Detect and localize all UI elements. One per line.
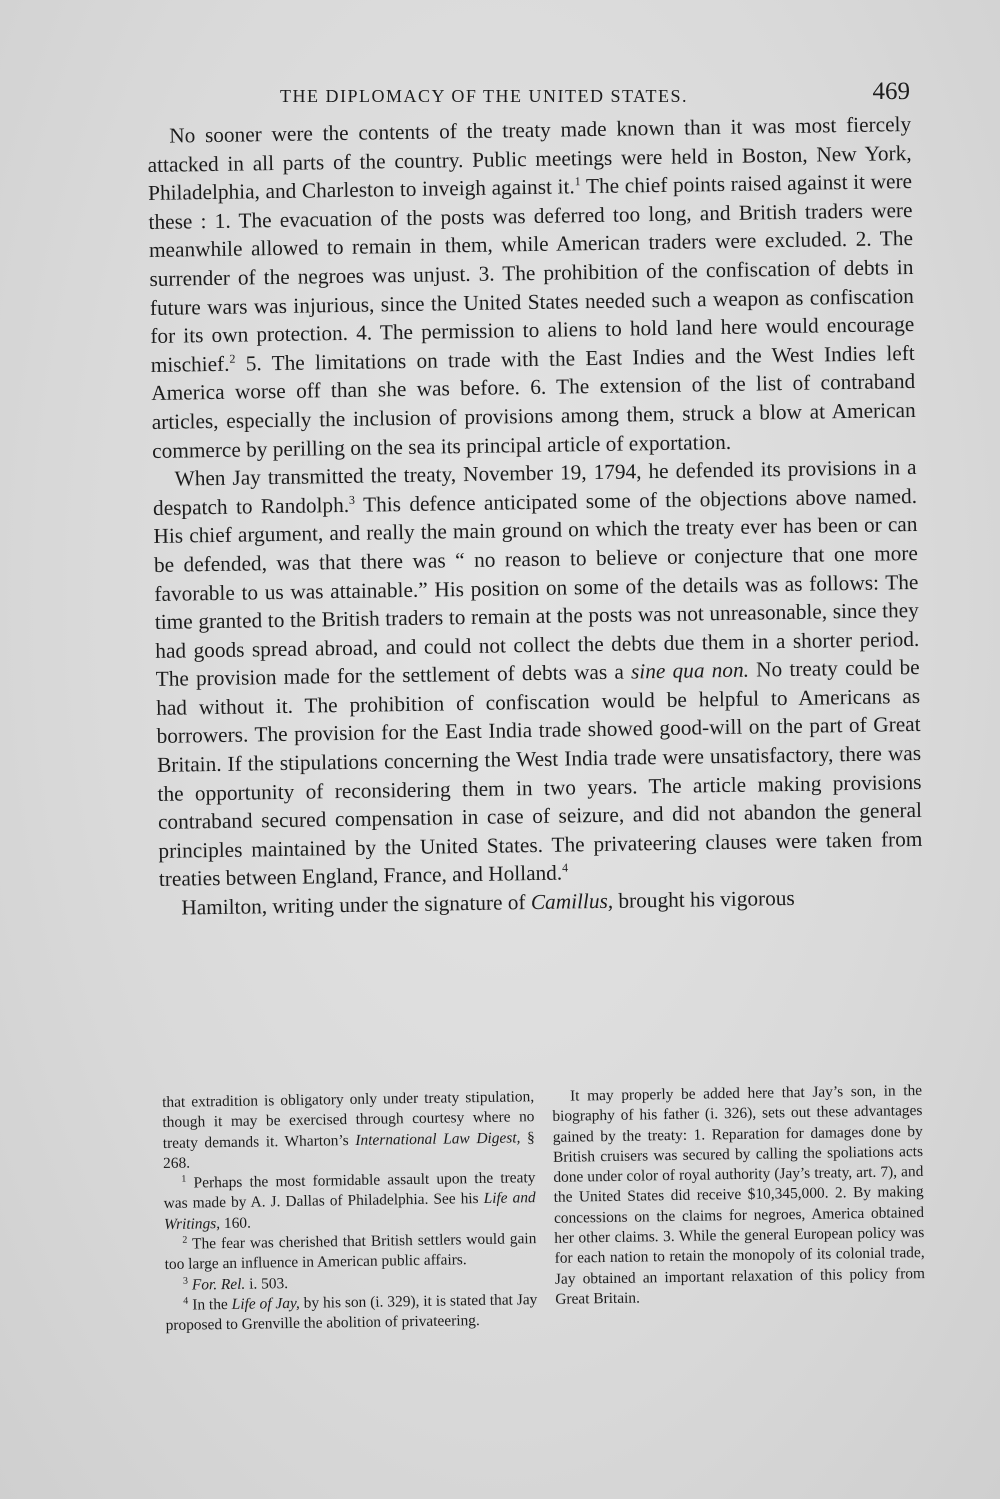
footnotes-left-column	[162, 1087, 538, 1336]
footnotes-right-column	[552, 1081, 925, 1310]
running-head: THE DIPLOMACY OF THE UNITED STATES.	[280, 86, 689, 106]
paragraph-1-text-a: No sooner were the contents of the treaty made known than it was most fiercely attacked in all parts of the country. Public meetings were held in Boston, New York, Philadelphia, and Charleston to inveigh against it.	[147, 111, 912, 206]
footnote-4-marker: 4	[183, 1295, 189, 1307]
footnote-3-text: i. 503.	[245, 1274, 289, 1293]
paragraph-2-text-a: When Jay transmitted the treaty, November 19, 1794, he defended its provisions in a despatch to Randolph.	[152, 455, 917, 520]
paragraph-2-text-b: This defence anticipated some of the objections above named. His chief argument, and really the main ground on which the treaty ever has been or can be defended, was that there was “ no reason to believe or conjecture that one more favorable to us was attainable.” His position on some of the details was as follows: The time granted to the British traders to remain at the posts was not unreasonable, since they had goods spread abroad, and could not collect the debts due them in a shorter period. The provision made for the settlement of debts was a	[153, 483, 920, 692]
paragraph-1	[147, 110, 916, 465]
page-number: 469	[872, 78, 910, 105]
footnotes	[162, 1081, 932, 1335]
book-title: For. Rel.	[191, 1275, 246, 1294]
footnote-continuation-right: It may properly be added here that Jay’s son, in the biography of his father (i. 326), sets out these advantages gained by the treaty: 1. Reparation for damages done by British cruisers was secured by calling the spoliations acts done under color of royal authority (Jay’s treaty, art. 7), and the United States did receive $10,345,000. 2. By making concessions on the claims for negroes, America obtained her other claims. 3. While the general European policy was for each nation to retain the monopoly of its colonial trade, Jay obtained an important relaxation of this policy from Great Britain.	[552, 1082, 926, 1308]
footnote-2	[164, 1229, 537, 1275]
footnote-1-marker: 1	[181, 1173, 187, 1185]
paragraph-3-text-b: brought his vigorous	[612, 885, 795, 913]
footnote-continuation	[162, 1087, 535, 1174]
footnote-ref-1: 1	[574, 174, 581, 189]
footnote-1	[163, 1168, 536, 1235]
footnote-4	[165, 1290, 538, 1336]
footnote-ref-4: 4	[561, 860, 569, 876]
pseudonym: Camillus,	[530, 888, 614, 915]
paragraph-1-text-c: 5. The limitations on trade with the East Indies and the West Indies left America worse off than she was before. 6. The extension of the list of contraband articles, especially the inclusion of provisions among them, struck a blow at American commerce by perilling on the sea its principal article of exportation.	[151, 340, 916, 463]
footnote-ref-2: 2	[229, 351, 236, 366]
footnote-2-text: The fear was cherished that British settlers would gain too large an influence in American public affairs.	[164, 1230, 537, 1274]
book-title: Life of Jay,	[231, 1294, 300, 1313]
page-header	[150, 78, 910, 112]
paragraph-3-text-a: Hamilton, writing under the signature of	[181, 890, 532, 920]
footnote-3-marker: 3	[182, 1275, 189, 1287]
footnote-ref-3: 3	[348, 492, 356, 507]
book-title: Life and Writings,	[163, 1189, 536, 1233]
paragraph-2	[152, 453, 923, 894]
latin-phrase: sine qua non.	[630, 657, 750, 684]
main-text	[147, 110, 923, 923]
paragraph-1-text-b: The chief points raised against it were these : 1. The evacuation of the posts was deferred too long, and British traders were meanwhile allowed to remain in them, while American traders were excluded. 2. The surrender of the negroes was unjust. 3. The prohibition of the confiscation of debts in future wars was injurious, since the United States needed such a weapon as confiscation for its own protection. 4. The permission to aliens to hold land here would encourage mischief.	[148, 169, 915, 377]
footnote-4-end: by his son (i. 329), it is stated that Jay proposed to Grenville the abolition of privateering.	[165, 1291, 538, 1335]
paragraph-2-text-c: No treaty could be had without it. The prohibition of confiscation would be helpful to Americans as borrowers. The provision for the East India trade showed good-will on the part of Great Britain. If the stipulations concerning the West India trade were unsatisfactory, there was the opportunity of reconsidering them in two years. The article making provisions contraband secured compensation in case of seizure, and did not abandon the general principles maintained by the United States. The privateering clauses were taken from treaties between England, France, and Holland.	[156, 655, 923, 892]
footnote-2-marker: 2	[182, 1234, 188, 1246]
footnote-1-text: Perhaps the most formidable assault upon the treaty was made by A. J. Dallas of Philadelphia. See his	[163, 1169, 536, 1213]
footnote-1-end: 160.	[219, 1214, 251, 1232]
book-title: International Law Digest,	[355, 1128, 521, 1149]
footnote-continuation-text: that extradition is obligatory only under treaty stipulation, though it may be exercised through courtesy where no treaty demands it. Wharton’s	[162, 1088, 535, 1152]
footnote-4-text: In the	[188, 1295, 232, 1314]
footnote-continuation-end: § 268.	[162, 1128, 535, 1172]
